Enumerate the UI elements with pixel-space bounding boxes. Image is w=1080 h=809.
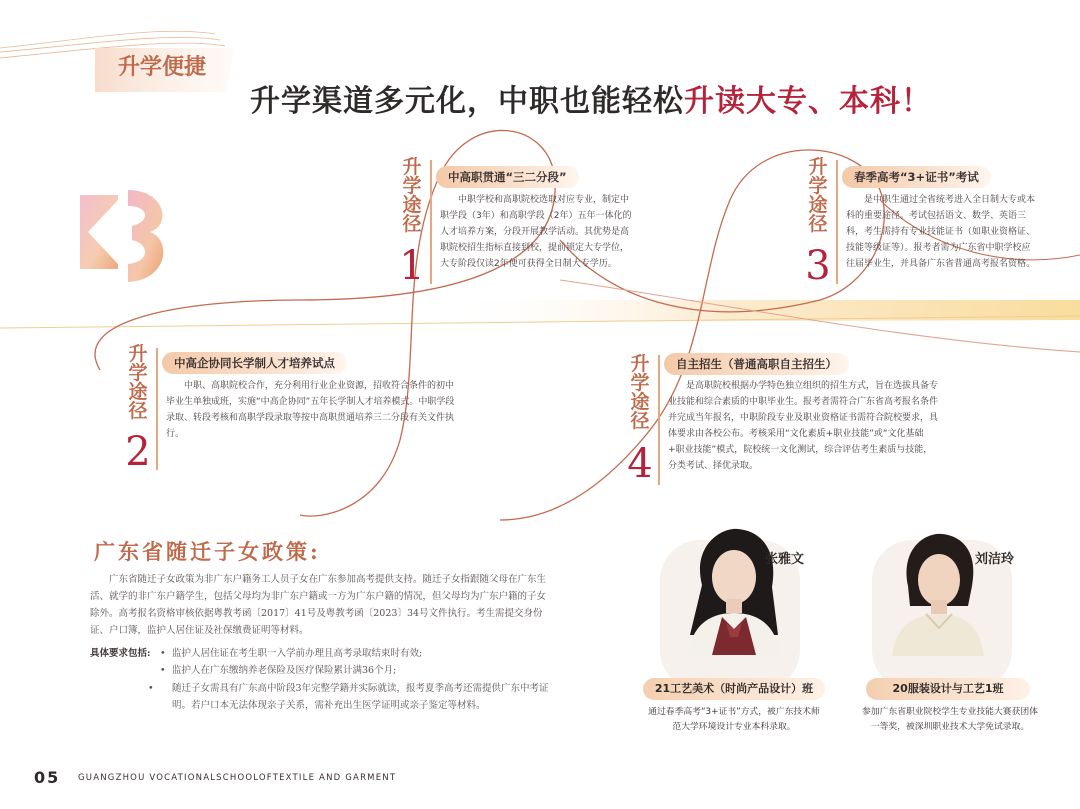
route-2-number: 2 (125, 429, 151, 475)
route-3-divider (836, 160, 838, 284)
policy-title: 广东省随迁子女政策: (94, 539, 321, 564)
requirement-item: • 监护人居住证在考生职一入学前办理且高考录取结束时有效; (160, 645, 555, 662)
policy-body: 广东省随迁子女政策为非广东户籍务工人员子女在广东参加高考提供支持。随迁子女指跟随父母在广东生活、就学的非广东户籍学生，包括父母均为非广东户籍或一方为广东户籍的情况，但父母均为广东户籍的子女除外。高考报名资格审核依据粤教考函〔2017〕41号及粤教考函〔2023〕34号文件执行。考生需提交身份证、户口簿，监护人居住证及社保缴费证明等材料。 (90, 574, 547, 636)
route-3-number: 3 (805, 243, 831, 289)
route-4-description: 是高职院校根据办学特色独立组织的招生方式，旨在选拔具备专业技能和综合素质的中职毕业生。报考者需符合广东省高考报名条件并完成当年报名，中职阶段专业及职业资格证书需符合院校要求，具体要求由各校公布。考核采用“文化素质+职业技能”或“文化基础+职业技能”模式，院校统一文化测试，综合评估考生素质与技能，分类考试、择优录取。 (668, 381, 939, 471)
route-2-label: 升学途径 (128, 343, 148, 422)
student-name-1: 张雅文 (765, 552, 805, 567)
bullet-icon: • (160, 665, 166, 676)
route-2-divider (156, 348, 158, 470)
bullet-icon: • (148, 683, 154, 694)
requirement-item: • 监护人在广东缴纳养老保险及医疗保险累计满36个月; (160, 662, 555, 679)
section-tag: 升学便捷 (118, 54, 207, 80)
requirements-label: 具体要求包括: (90, 648, 151, 659)
route-3-label: 升学途径 (808, 156, 828, 235)
route-4-label: 升学途径 (630, 353, 650, 432)
student-description-2: 参加广东省职业院校学生专业技能大赛获团体一等奖，被深圳职业技术大学免试录取。 (862, 707, 1038, 732)
footer-school-name: GUANGZHOU VOCATIONALSCHOOLOFTEXTILE AND GARMENT (78, 773, 397, 783)
student-class-2: 20服装设计与工艺1班 (866, 678, 1030, 700)
requirement-item: • 随迁子女需具有广东高中阶段3年完整学籍并实际就读，报考夏季高考还需提供广东中考证明。若户口本无法体现亲子关系，需补充出生医学证明或亲子鉴定等材料。 (160, 680, 567, 714)
route-1-number: 1 (399, 243, 425, 289)
route-3-description: 是中职生通过全省统考进入全日制大专或本科的重要途径。考试包括语文、数学、英语三科，考生需持有专业技能证书（如职业资格证、技能等级证等）。报考者需为广东省中职学校应往届毕业生，并具备广东省普通高考报名资格。 (846, 195, 1036, 269)
route-4-title: 自主招生（普通高职自主招生） (664, 353, 849, 375)
student-class-1: 21工艺美术（时尚产品设计）班 (643, 678, 825, 700)
bullet-icon: • (160, 648, 166, 659)
route-1-description: 中职学校和高职院校选取对应专业，制定中职学段（3年）和高职学段（2年）五年一体化的人才培养方案，分段开展教学活动。其优势是高职院校招生指标直接到校，提前锁定大专学位，大专阶段仅读2年便可获得全日制大专学历。 (440, 195, 632, 269)
headline-part2: 升读大专、本科！ (684, 84, 932, 119)
student-photo-1 (682, 525, 786, 655)
student-name-2: 刘洁玲 (975, 552, 1015, 567)
route-4-number: 4 (627, 441, 653, 487)
student-description-1: 通过春季高考“3+证书”方式，被广东技术师范大学环境设计专业本科录取。 (648, 707, 820, 732)
headline-part1: 升学渠道多元化，中职也能轻松 (250, 84, 684, 119)
route-4-divider (658, 355, 660, 485)
route-1-label: 升学途径 (402, 156, 422, 235)
route-2-description: 中职、高职院校合作，充分利用行业企业资源，招收符合条件的初中毕业生单独成班，实施“中高企协同”五年长学制人才培养模式。中职学段录取、转段考核和高职学段录取等按中高职贯通培养三二分段有关文件执行。 (166, 381, 455, 439)
route-1-title: 中高职贯通“三二分段” (436, 166, 579, 188)
route-3-title: 春季高考“3+证书”考试 (842, 166, 991, 188)
page-headline (250, 74, 990, 130)
school-logo-mark (80, 190, 163, 282)
route-1-divider (430, 160, 432, 284)
route-2-title: 中高企协同长学制人才培养试点 (162, 352, 347, 374)
page-number: 05 (34, 768, 61, 787)
